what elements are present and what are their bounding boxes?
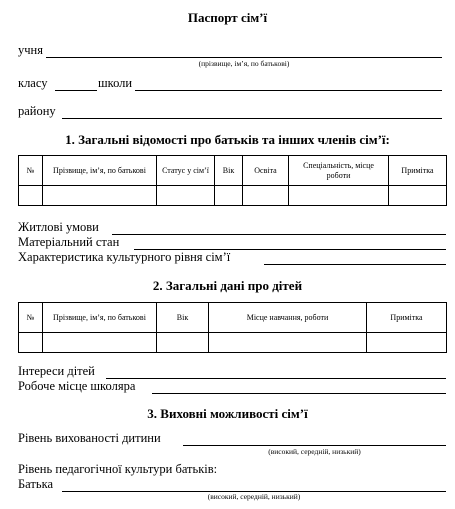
- table-cell[interactable]: [367, 333, 447, 353]
- student-label: учня: [18, 43, 43, 57]
- interests-line[interactable]: [106, 378, 446, 379]
- housing-line[interactable]: [112, 234, 446, 235]
- children-table-header: [19, 303, 447, 333]
- workplace-label: Робоче місце школяра: [18, 379, 136, 393]
- district-label: району: [18, 104, 56, 118]
- col-age: Вік: [157, 303, 209, 333]
- father-hint: (високий, середній, низький): [207, 492, 301, 501]
- culture-line[interactable]: [264, 264, 446, 265]
- col-notes: Примітка: [389, 156, 447, 186]
- district-line[interactable]: [62, 118, 442, 119]
- table-cell[interactable]: [157, 186, 215, 206]
- table-row: [19, 333, 447, 353]
- col-notes: Примітка: [367, 303, 447, 333]
- section3-heading: 3. Виховні можливості сім’ї: [147, 406, 308, 421]
- parents-table-header: [19, 156, 447, 186]
- table-cell[interactable]: [19, 333, 43, 353]
- father-label: Батька: [18, 477, 53, 491]
- student-hint: (прізвище, ім’я, по батькові): [198, 59, 290, 68]
- housing-label: Житлові умови: [18, 220, 99, 234]
- col-full-name: Прізвище, ім’я, по батькові: [43, 156, 157, 186]
- table-cell[interactable]: [243, 186, 289, 206]
- col-number: №: [19, 156, 43, 186]
- col-study-work-place: Місце навчання, роботи: [209, 303, 367, 333]
- table-cell[interactable]: [157, 333, 209, 353]
- col-family-status: Статус у сім’ї: [157, 156, 215, 186]
- table-cell[interactable]: [43, 333, 157, 353]
- table-cell[interactable]: [209, 333, 367, 353]
- col-education: Освіта: [243, 156, 289, 186]
- class-line[interactable]: [55, 90, 97, 91]
- upbringing-label: Рівень вихованості дитини: [18, 431, 161, 445]
- student-line[interactable]: [46, 57, 442, 58]
- table-cell[interactable]: [19, 186, 43, 206]
- class-label: класу: [18, 76, 48, 90]
- table-cell[interactable]: [289, 186, 389, 206]
- culture-label: Характеристика культурного рівня сім’ї: [18, 250, 231, 264]
- section2-heading: 2. Загальні дані про дітей: [152, 278, 303, 293]
- children-table: [18, 302, 447, 353]
- section1-heading: 1. Загальні відомості про батьків та інших членів сім’ї:: [65, 132, 390, 147]
- col-full-name: Прізвище, ім’я, по батькові: [43, 303, 157, 333]
- col-occupation: Спеціальність, місце роботи: [289, 156, 389, 186]
- school-label: школи: [98, 76, 133, 90]
- table-cell[interactable]: [43, 186, 157, 206]
- upbringing-line[interactable]: [183, 445, 446, 446]
- table-row: [19, 186, 447, 206]
- page-title: Паспорт сім’ї: [187, 10, 268, 25]
- col-number: №: [19, 303, 43, 333]
- school-line[interactable]: [135, 90, 442, 91]
- pedagogy-label: Рівень педагогічної культури батьків:: [18, 462, 218, 476]
- table-cell[interactable]: [389, 186, 447, 206]
- material-label: Матеріальний стан: [18, 235, 120, 249]
- col-age: Вік: [215, 156, 243, 186]
- workplace-line[interactable]: [152, 393, 446, 394]
- interests-label: Інтереси дітей: [18, 364, 95, 378]
- table-cell[interactable]: [215, 186, 243, 206]
- upbringing-hint: (високий, середній, низький): [268, 447, 361, 456]
- parents-table: [18, 155, 447, 206]
